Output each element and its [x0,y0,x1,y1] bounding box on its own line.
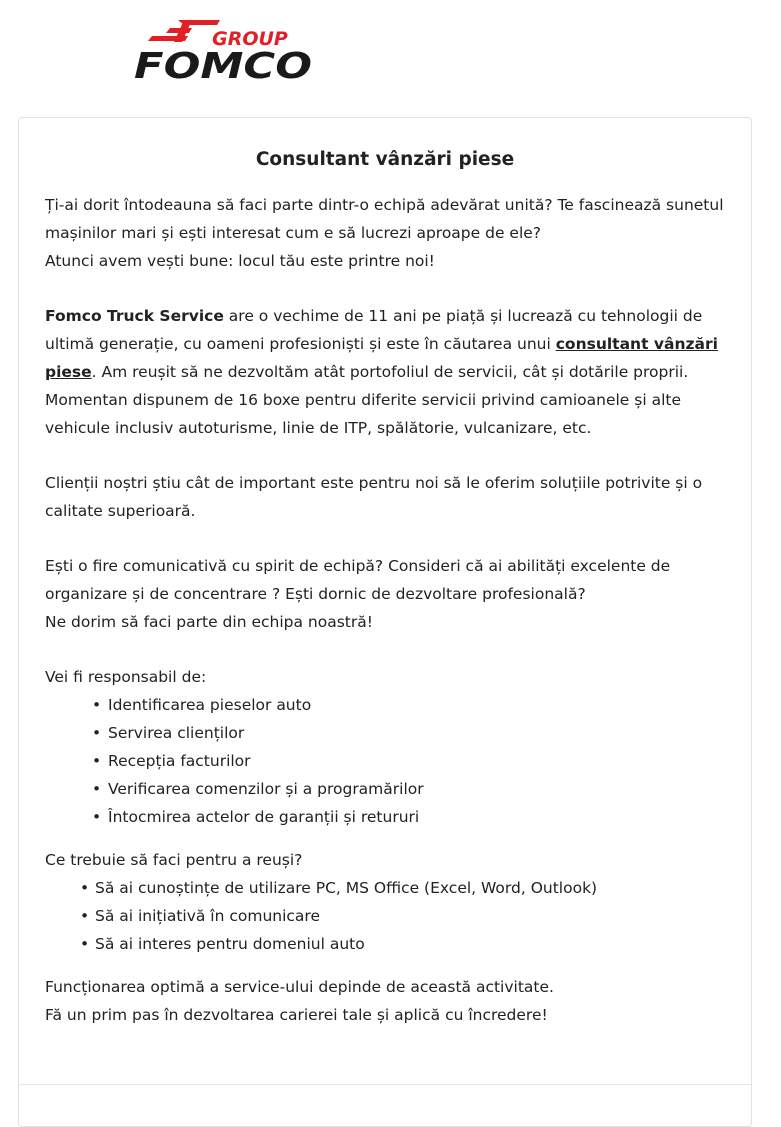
list-item [45,803,725,831]
list-item [45,775,725,803]
profile-text: Ești o fire comunicativă cu spirit de echipă? Consideri că ai abilități excelente de organizare și de concentrare ? Ești dornic de dezvoltare profesională? [45,557,671,603]
profile-paragraph [45,552,725,636]
intro-text: Ți-ai dorit întodeauna să faci parte dintr-o echipă adevărat unită? Te fascinează sunetul mașinilor mari și ești interesat cum e să lucrezi aproape de ele? [45,196,724,242]
list-item [45,902,725,930]
requirements-intro: Ce trebuie să faci pentru a reuși? [45,851,303,869]
list-item [45,719,725,747]
company-text-a: are o vechime de 11 ani pe piață și lucrează cu tehnologii de ultimă generație, cu oameni profesioniști și este în căutarea unui [45,307,703,353]
list-item-text: Servirea clienților [108,724,245,742]
page-header [0,0,781,118]
list-item-text: Verificarea comenzilor și a programărilor [108,780,424,798]
company-name: Fomco Truck Service [45,307,224,325]
apply-invite: Fă un prim pas în dezvoltarea carierei tale și aplică cu încredere! [45,1006,548,1024]
list-item-text: Întocmirea actelor de garanții și retururi [108,808,420,826]
responsibilities-list [45,691,725,831]
intro-good-news: Atunci avem vești bune: locul tău este printre noi! [45,252,435,270]
list-item-text: Să ai inițiativă în comunicare [95,907,320,925]
list-item-text: Să ai interes pentru domeniul auto [95,935,365,953]
position-name: consultant vânzări piese [45,335,718,381]
closing-paragraph [45,973,725,1029]
list-item [45,930,725,958]
list-item-text: Recepția facturilor [108,752,251,770]
company-text-b: . Am reușit să ne dezvoltăm atât portofoliul de servicii, cât și dotările proprii. Momentan dispunem de 16 boxe pentru diferite servicii privind camioanele și alte vehicule inclusiv autoturisme, linie de ITP, spălătorie, vulcanizare, etc. [45,363,689,437]
responsibilities-intro: Vei fi responsabil de: [45,668,207,686]
company-paragraph [45,302,725,442]
profile-invite: Ne dorim să faci parte din echipa noastră! [45,613,373,631]
list-item [45,691,725,719]
card-divider [19,1084,751,1085]
clients-paragraph: Clienții noștri știu cât de important este pentru noi să le oferim soluțiile potrivite și o calitate superioară. [45,474,703,520]
svg-text:FOMCO: FOMCO [134,46,312,84]
requirements-list [45,874,725,958]
svg-text:GROUP: GROUP [212,28,288,50]
intro-paragraph [45,191,725,275]
list-item [45,747,725,775]
closing-text: Funcționarea optimă a service-ului depinde de această activitate. [45,978,554,996]
fomco-group-logo[interactable] [132,16,314,84]
list-item-text: Identificarea pieselor auto [108,696,312,714]
job-description-content [45,146,725,1056]
job-description-card [18,117,752,1127]
list-item [45,874,725,902]
job-title: Consultant vânzări piese [255,149,515,170]
list-item-text: Să ai cunoștințe de utilizare PC, MS Office (Excel, Word, Outlook) [95,879,598,897]
